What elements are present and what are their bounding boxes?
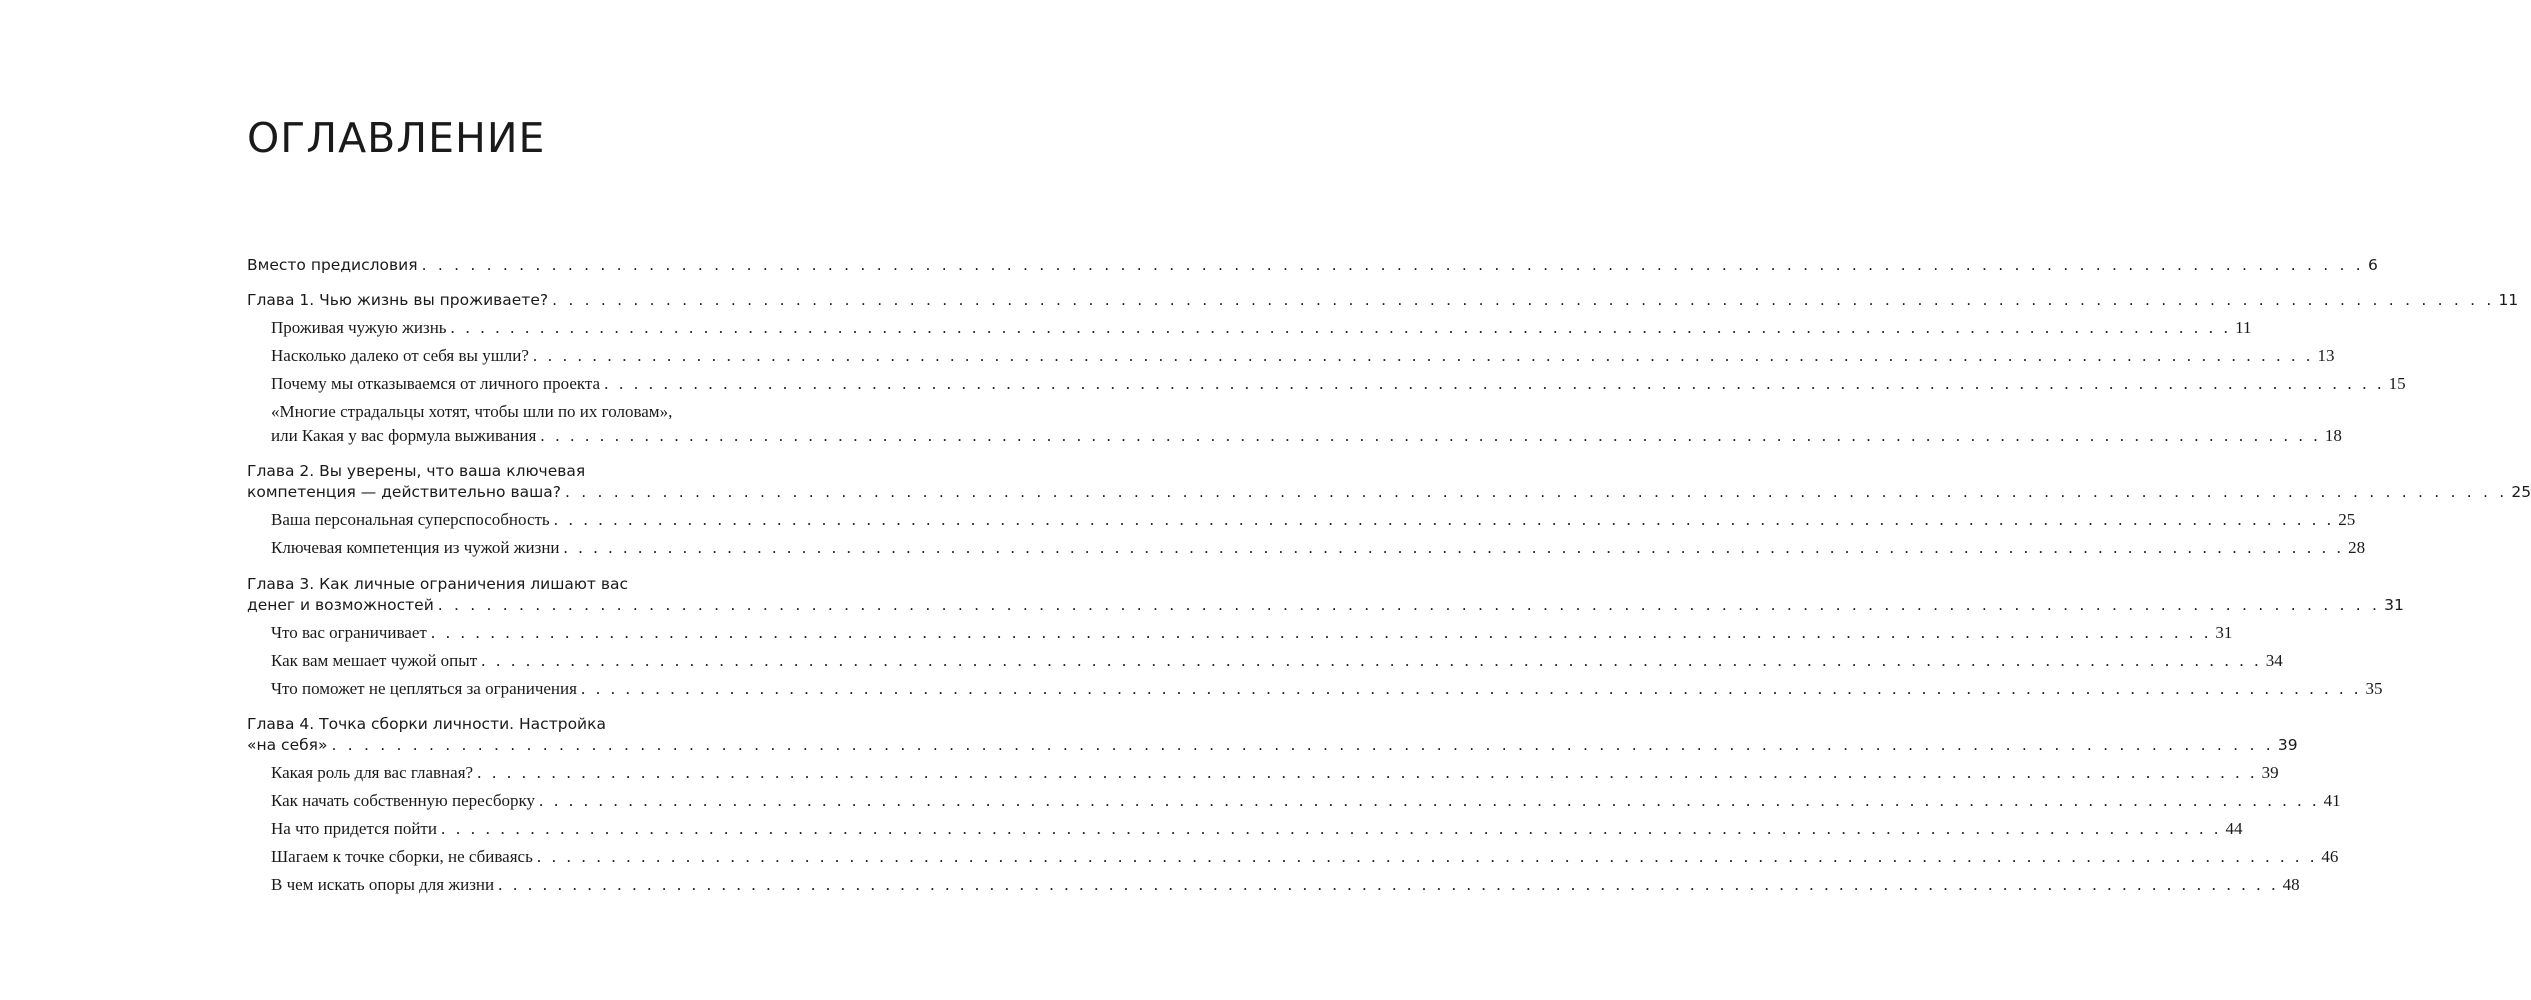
toc-page-number: 28 <box>2348 538 2366 557</box>
toc-entry-title: Проживая чужую жизнь <box>271 318 447 337</box>
toc-section-entry <box>247 789 2341 813</box>
toc-entry-line <box>271 649 2283 673</box>
dot-leader: . . . . . . . . . . . . . . . . . . . . . . . . . . . . . . . . . . . . . . . . . . . . . . . . . . . . . . . . . . . . . . . . . . . . . . . . . . . . . . . . . . . . . . . . . . . . . . . . . . . . . . . . . . . . . . . . . . . . . . . . <box>430 622 2212 642</box>
toc-section-entry <box>247 873 2300 897</box>
toc-page-number: 44 <box>2225 819 2243 838</box>
toc-page-number: 25 <box>2338 510 2356 529</box>
dot-leader: . . . . . . . . . . . . . . . . . . . . . . . . . . . . . . . . . . . . . . . . . . . . . . . . . . . . . . . . . . . . . . . . . . . . . . . . . . . . . . . . . . . . . . . . . . . . . . . . . . . . . . . . . . . . . . . . . . . . . . . . <box>421 256 2364 274</box>
toc-section-entry <box>247 817 2243 841</box>
toc-entry-line <box>271 677 2383 701</box>
toc-entry-title: Как вам мешает чужой опыт <box>271 650 478 670</box>
toc-section-entry <box>247 400 2342 447</box>
toc-entry-title: Какая роль для вас главная? <box>271 763 474 782</box>
dot-leader: . . . . . . . . . . . . . . . . . . . . . . . . . . . . . . . . . . . . . . . . . . . . . . . . . . . . . . . . . . . . . . . . . . . . . . . . . . . . . . . . . . . . . . . . . . . . . . . . . . . . . . . . . . . . . . . . . . . . . . . . <box>498 875 2279 894</box>
toc-entry-title-line: Глава 2. Вы уверены, что ваша ключевая <box>247 462 586 480</box>
toc-page-number: 25 <box>2511 483 2531 501</box>
table-of-contents <box>247 255 2531 897</box>
toc-entry-title: Как начать собственную пересборку <box>271 791 536 810</box>
dot-leader: . . . . . . . . . . . . . . . . . . . . . . . . . . . . . . . . . . . . . . . . . . . . . . . . . . . . . . . . . . . . . . . . . . . . . . . . . . . . . . . . . . . . . . . . . . . . . . . . . . . . . . . . . . . . . . . . . . . . . . . . <box>477 763 2258 782</box>
toc-entry-line <box>247 290 2519 311</box>
toc-entry-line <box>271 873 2300 897</box>
toc-page-number: 31 <box>2215 622 2233 642</box>
toc-page-number: 39 <box>2277 736 2298 754</box>
toc-section-entry <box>247 845 2339 869</box>
toc-page-number: 39 <box>2261 763 2279 782</box>
dot-leader: . . . . . . . . . . . . . . . . . . . . . . . . . . . . . . . . . . . . . . . . . . . . . . . . . . . . . . . . . . . . . . . . . . . . . . . . . . . . . . . . . . . . . . . . . . . . . . . . . . . . . . . . . . . . . . . . . . . . . . . . <box>481 650 2262 670</box>
toc-entry-line <box>271 424 2342 448</box>
toc-page-number: 11 <box>2498 291 2519 309</box>
toc-chapter-entry <box>247 255 2378 276</box>
toc-page-number: 35 <box>2365 678 2383 698</box>
dot-leader: . . . . . . . . . . . . . . . . . . . . . . . . . . . . . . . . . . . . . . . . . . . . . . . . . . . . . . . . . . . . . . . . . . . . . . . . . . . . . . . . . . . . . . . . . . . . . . . . . . . . . . . . . . . . . . . . . . . . . . . . <box>553 510 2335 529</box>
toc-entry-title: денег и возможностей <box>247 595 434 614</box>
toc-entry-title: Шагаем к точке сборки, не сбиваясь <box>271 847 533 866</box>
dot-leader: . . . . . . . . . . . . . . . . . . . . . . . . . . . . . . . . . . . . . . . . . . . . . . . . . . . . . . . . . . . . . . . . . . . . . . . . . . . . . . . . . . . . . . . . . . . . . . . . . . . . . . . . . . . . . . . . . . . . . . . . <box>565 483 2508 501</box>
toc-entry-line <box>271 761 2279 785</box>
toc-section-entry <box>247 316 2252 340</box>
toc-entry-line <box>271 789 2341 813</box>
toc-chapter-entry <box>247 461 2531 503</box>
toc-page-number: 48 <box>2282 875 2300 894</box>
dot-leader: . . . . . . . . . . . . . . . . . . . . . . . . . . . . . . . . . . . . . . . . . . . . . . . . . . . . . . . . . . . . . . . . . . . . . . . . . . . . . . . . . . . . . . . . . . . . . . . . . . . . . . . . . . . . . . . . . . . . . . . . <box>604 374 2385 393</box>
toc-entry-title: В чем искать опоры для жизни <box>271 875 495 894</box>
toc-entry-title: Что вас ограничивает <box>271 622 427 642</box>
toc-page-number: 6 <box>2367 256 2378 274</box>
toc-page-number: 46 <box>2321 847 2339 866</box>
dot-leader: . . . . . . . . . . . . . . . . . . . . . . . . . . . . . . . . . . . . . . . . . . . . . . . . . . . . . . . . . . . . . . . . . . . . . . . . . . . . . . . . . . . . . . . . . . . . . . . . . . . . . . . . . . . . . . . . . . . . . . . . <box>331 736 2274 754</box>
dot-leader: . . . . . . . . . . . . . . . . . . . . . . . . . . . . . . . . . . . . . . . . . . . . . . . . . . . . . . . . . . . . . . . . . . . . . . . . . . . . . . . . . . . . . . . . . . . . . . . . . . . . . . . . . . . . . . . . . . . . . . . . <box>539 791 2320 810</box>
toc-entry-title: Почему мы отказываемся от личного проекта <box>271 374 601 393</box>
toc-page-number: 15 <box>2388 374 2406 393</box>
page-title: ОГЛАВЛЕНИЕ <box>247 114 546 162</box>
toc-chapter-entry <box>247 290 2519 311</box>
toc-entry-title-line: «Многие страдальцы хотят, чтобы шли по их головам», <box>271 402 673 421</box>
toc-entry-line <box>247 482 2531 503</box>
dot-leader: . . . . . . . . . . . . . . . . . . . . . . . . . . . . . . . . . . . . . . . . . . . . . . . . . . . . . . . . . . . . . . . . . . . . . . . . . . . . . . . . . . . . . . . . . . . . . . . . . . . . . . . . . . . . . . . . . . . . . . . . <box>552 291 2495 309</box>
toc-section-entry <box>247 536 2366 560</box>
toc-section-entry <box>247 372 2406 396</box>
toc-entry-title: Что поможет не цепляться за ограничения <box>271 678 577 698</box>
toc-section-entry <box>247 677 2383 701</box>
toc-entry-line <box>247 255 2378 276</box>
toc-section-entry <box>247 508 2356 532</box>
toc-entry-title-line: Глава 3. Как личные ограничения лишают вас <box>247 574 629 593</box>
toc-entry-title: Глава 1. Чью жизнь вы проживаете? <box>247 291 549 309</box>
toc-page-number: 31 <box>2384 595 2404 614</box>
dot-leader: . . . . . . . . . . . . . . . . . . . . . . . . . . . . . . . . . . . . . . . . . . . . . . . . . . . . . . . . . . . . . . . . . . . . . . . . . . . . . . . . . . . . . . . . . . . . . . . . . . . . . . . . . . . . . . . . . . . . . . . . <box>450 318 2232 337</box>
toc-page-number: 34 <box>2265 650 2283 670</box>
toc-entry-line <box>271 316 2252 340</box>
toc-entry-line <box>271 845 2339 869</box>
dot-leader: . . . . . . . . . . . . . . . . . . . . . . . . . . . . . . . . . . . . . . . . . . . . . . . . . . . . . . . . . . . . . . . . . . . . . . . . . . . . . . . . . . . . . . . . . . . . . . . . . . . . . . . . . . . . . . . . . . . . . . . . <box>437 595 2381 614</box>
toc-entry-line <box>247 735 2298 756</box>
toc-entry-title: На что придется пойти <box>271 819 437 838</box>
dot-leader: . . . . . . . . . . . . . . . . . . . . . . . . . . . . . . . . . . . . . . . . . . . . . . . . . . . . . . . . . . . . . . . . . . . . . . . . . . . . . . . . . . . . . . . . . . . . . . . . . . . . . . . . . . . . . . . . . . . . . . . . <box>440 819 2222 838</box>
toc-entry-title: Ваша персональная суперспособность <box>271 510 550 529</box>
toc-section-entry <box>247 344 2335 368</box>
toc-entry-title: Ключевая компетенция из чужой жизни <box>271 538 560 557</box>
toc-page-number: 13 <box>2317 346 2335 365</box>
toc-entry-line <box>271 344 2335 368</box>
toc-entry-title: или Какая у вас формула выживания <box>271 425 537 445</box>
toc-chapter-entry <box>247 714 2298 756</box>
toc-chapter-entry <box>247 574 2404 616</box>
toc-entry-title: компетенция — действительно ваша? <box>247 483 561 501</box>
dot-leader: . . . . . . . . . . . . . . . . . . . . . . . . . . . . . . . . . . . . . . . . . . . . . . . . . . . . . . . . . . . . . . . . . . . . . . . . . . . . . . . . . . . . . . . . . . . . . . . . . . . . . . . . . . . . . . . . . . . . . . . . <box>563 538 2345 557</box>
toc-page-number: 11 <box>2235 318 2252 337</box>
dot-leader: . . . . . . . . . . . . . . . . . . . . . . . . . . . . . . . . . . . . . . . . . . . . . . . . . . . . . . . . . . . . . . . . . . . . . . . . . . . . . . . . . . . . . . . . . . . . . . . . . . . . . . . . . . . . . . . . . . . . . . . . <box>540 425 2321 445</box>
toc-entry-line <box>271 372 2406 396</box>
toc-section-entry <box>247 621 2233 645</box>
dot-leader: . . . . . . . . . . . . . . . . . . . . . . . . . . . . . . . . . . . . . . . . . . . . . . . . . . . . . . . . . . . . . . . . . . . . . . . . . . . . . . . . . . . . . . . . . . . . . . . . . . . . . . . . . . . . . . . . . . . . . . . . <box>580 678 2362 698</box>
toc-entry-line <box>271 536 2366 560</box>
dot-leader: . . . . . . . . . . . . . . . . . . . . . . . . . . . . . . . . . . . . . . . . . . . . . . . . . . . . . . . . . . . . . . . . . . . . . . . . . . . . . . . . . . . . . . . . . . . . . . . . . . . . . . . . . . . . . . . . . . . . . . . . <box>536 847 2318 866</box>
toc-page-number: 41 <box>2323 791 2341 810</box>
toc-entry-title: Насколько далеко от себя вы ушли? <box>271 346 529 365</box>
toc-entry-title: Вместо предисловия <box>247 256 418 274</box>
toc-entry-line <box>271 508 2356 532</box>
toc-entry-title: «на себя» <box>247 736 328 754</box>
toc-section-entry <box>247 761 2279 785</box>
toc-entry-line <box>271 817 2243 841</box>
dot-leader: . . . . . . . . . . . . . . . . . . . . . . . . . . . . . . . . . . . . . . . . . . . . . . . . . . . . . . . . . . . . . . . . . . . . . . . . . . . . . . . . . . . . . . . . . . . . . . . . . . . . . . . . . . . . . . . . . . . . . . . . <box>532 346 2314 365</box>
toc-entry-line <box>271 621 2233 645</box>
toc-entry-line <box>247 595 2404 616</box>
toc-entry-title-line: Глава 4. Точка сборки личности. Настройка <box>247 715 606 733</box>
toc-page-number: 18 <box>2324 425 2342 445</box>
toc-section-entry <box>247 649 2283 673</box>
